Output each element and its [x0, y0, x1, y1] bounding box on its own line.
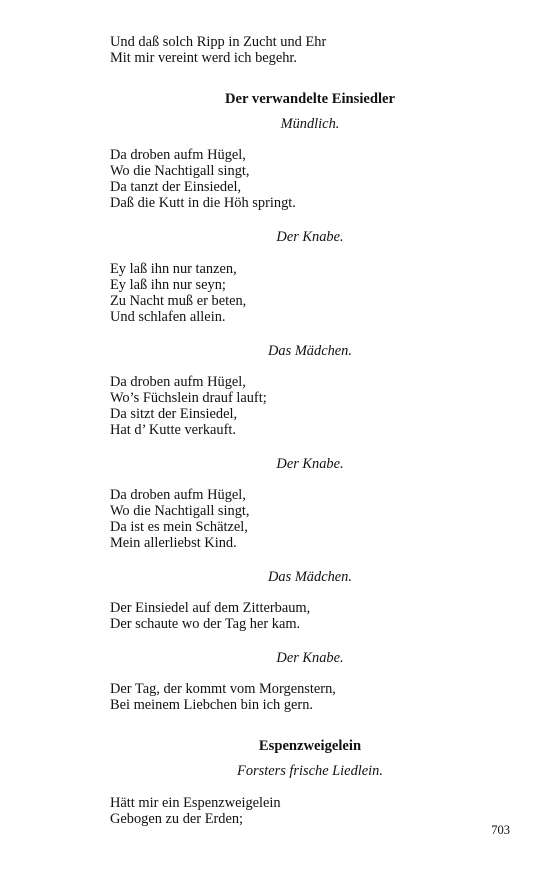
- verse-line: Hat d’ Kutte verkauft.: [110, 422, 237, 438]
- poem-source: Forsters frische Liedlein.: [237, 763, 383, 779]
- verse-line: Wo’s Füchslein drauf lauft;: [110, 390, 267, 406]
- speaker-label: Der Knabe.: [276, 456, 344, 472]
- speaker-label: Das Mädchen.: [268, 569, 352, 585]
- poem-title: Espenzweigelein: [258, 738, 362, 754]
- verse-line: Der Tag, der kommt vom Morgenstern,: [110, 681, 336, 697]
- stanza: [110, 681, 530, 713]
- verse-line: Da droben aufm Hügel,: [110, 487, 246, 503]
- page-number: 703: [491, 823, 510, 837]
- verse-line: Und schlafen allein.: [110, 309, 226, 325]
- verse-line: Der Einsiedel auf dem Zitterbaum,: [110, 600, 311, 616]
- stanza: [110, 600, 530, 632]
- intro-stanza: [110, 34, 530, 66]
- stanza: [110, 261, 530, 325]
- speaker-label: Der Knabe.: [276, 650, 344, 666]
- stanza: [110, 795, 530, 827]
- verse-line: Da tanzt der Einsiedel,: [110, 179, 242, 195]
- verse-line: Wo die Nachtigall singt,: [110, 163, 250, 179]
- verse-line: Da droben aufm Hügel,: [110, 374, 246, 390]
- verse-line: Wo die Nachtigall singt,: [110, 503, 250, 519]
- poem-source: Mündlich.: [280, 116, 340, 132]
- speaker-label: Das Mädchen.: [268, 343, 352, 359]
- verse-line: Ey laß ihn nur tanzen,: [110, 261, 237, 277]
- verse-line: Da droben aufm Hügel,: [110, 147, 246, 163]
- stanza: [110, 374, 530, 438]
- stanza: [110, 147, 530, 211]
- verse-line: Mit mir vereint werd ich begehr.: [110, 50, 298, 66]
- verse-line: Gebogen zu der Erden;: [110, 811, 244, 827]
- poem-title: Der verwandelte Einsiedler: [225, 91, 395, 107]
- speaker-label: Der Knabe.: [276, 229, 344, 245]
- verse-line: Da sitzt der Einsiedel,: [110, 406, 238, 422]
- verse-line: Hätt mir ein Espenzweigelein: [110, 795, 281, 811]
- verse-line: Da ist es mein Schätzel,: [110, 519, 248, 535]
- verse-line: Und daß solch Ripp in Zucht und Ehr: [110, 34, 327, 50]
- verse-line: Mein allerliebst Kind.: [110, 535, 237, 551]
- verse-line: Der schaute wo der Tag her kam.: [110, 616, 301, 632]
- verse-line: Bei meinem Liebchen bin ich gern.: [110, 697, 314, 713]
- verse-line: Ey laß ihn nur seyn;: [110, 277, 226, 293]
- verse-line: Zu Nacht muß er beten,: [110, 293, 247, 309]
- stanza: [110, 487, 530, 551]
- verse-line: Daß die Kutt in die Höh springt.: [110, 195, 296, 211]
